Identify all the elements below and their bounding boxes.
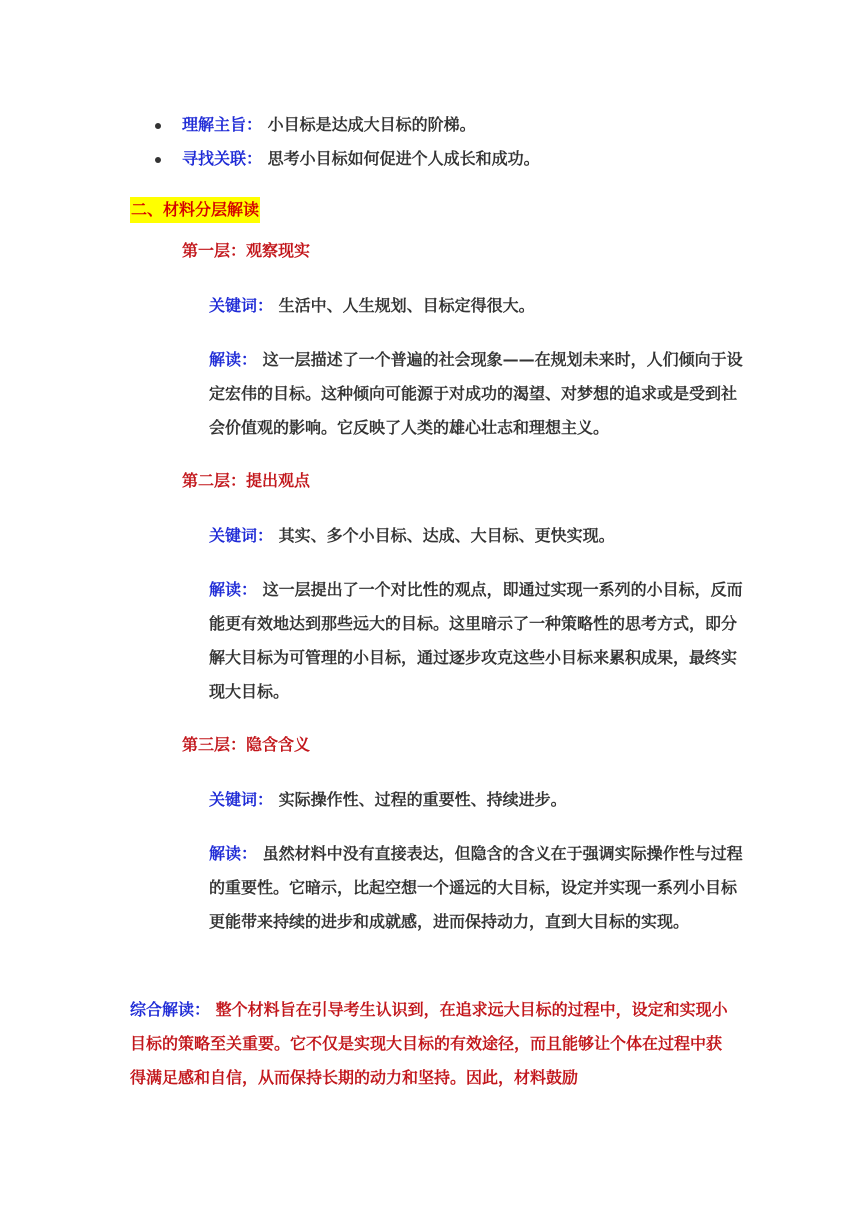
reading-label: 解读：	[209, 580, 258, 599]
reading-paragraph	[209, 573, 749, 709]
layer-title: 第二层：提出观点	[182, 471, 311, 490]
bullet-item	[155, 108, 540, 142]
bullet-item	[155, 142, 540, 176]
keyword-text: 实际操作性、过程的重要性、持续进步。	[278, 790, 567, 809]
summary-label: 综合解读：	[130, 1000, 211, 1019]
keyword-label: 关键词：	[209, 526, 274, 545]
reading-text: 虽然材料中没有直接表达，但隐含的含义在于强调实际操作性与过程的重要性。它暗示，比起空想一个遥远的大目标，设定并实现一系列小目标更能带来持续的进步和成就感，进而保持动力，直到大目标的实现。	[209, 844, 743, 931]
layer-title: 第一层：观察现实	[182, 241, 311, 260]
section-title: 二、材料分层解读	[130, 197, 260, 223]
keyword-text: 其实、多个小目标、达成、大目标、更快实现。	[278, 526, 615, 545]
reading-label: 解读：	[209, 350, 258, 369]
summary-text: 整个材料旨在引导考生认识到，在追求远大目标的过程中，设定和实现小目标的策略至关重要。它不仅是实现大目标的有效途径，而且能够让个体在过程中获得满足感和自信，从而保持长期的动力和坚持。因此，材料鼓励	[130, 1000, 728, 1087]
reading-paragraph	[209, 343, 749, 445]
bullet-dot-icon	[155, 123, 161, 129]
keyword-paragraph	[209, 783, 749, 817]
bullet-dot-icon	[155, 157, 161, 163]
bullet-label: 寻找关联：	[182, 149, 263, 168]
keyword-label: 关键词：	[209, 790, 274, 809]
summary-paragraph	[130, 993, 735, 1095]
reading-text: 这一层描述了一个普遍的社会现象——在规划未来时，人们倾向于设定宏伟的目标。这种倾向可能源于对成功的渴望、对梦想的追求或是受到社会价值观的影响。它反映了人类的雄心壮志和理想主义。	[209, 350, 743, 437]
keyword-text: 生活中、人生规划、目标定得很大。	[278, 296, 535, 315]
reading-paragraph	[209, 837, 749, 939]
bullet-text: 思考小目标如何促进个人成长和成功。	[267, 149, 540, 168]
layer-title: 第三层：隐含含义	[182, 735, 311, 754]
reading-label: 解读：	[209, 844, 258, 863]
bullet-label: 理解主旨：	[182, 115, 263, 134]
reading-text: 这一层提出了一个对比性的观点，即通过实现一系列的小目标，反而能更有效地达到那些远大的目标。这里暗示了一种策略性的思考方式，即分解大目标为可管理的小目标，通过逐步攻克这些小目标来累积成果，最终实现大目标。	[209, 580, 743, 701]
bullet-text: 小目标是达成大目标的阶梯。	[267, 115, 476, 134]
keyword-label: 关键词：	[209, 296, 274, 315]
bullet-list	[155, 108, 540, 176]
keyword-paragraph	[209, 289, 749, 323]
keyword-paragraph	[209, 519, 749, 553]
